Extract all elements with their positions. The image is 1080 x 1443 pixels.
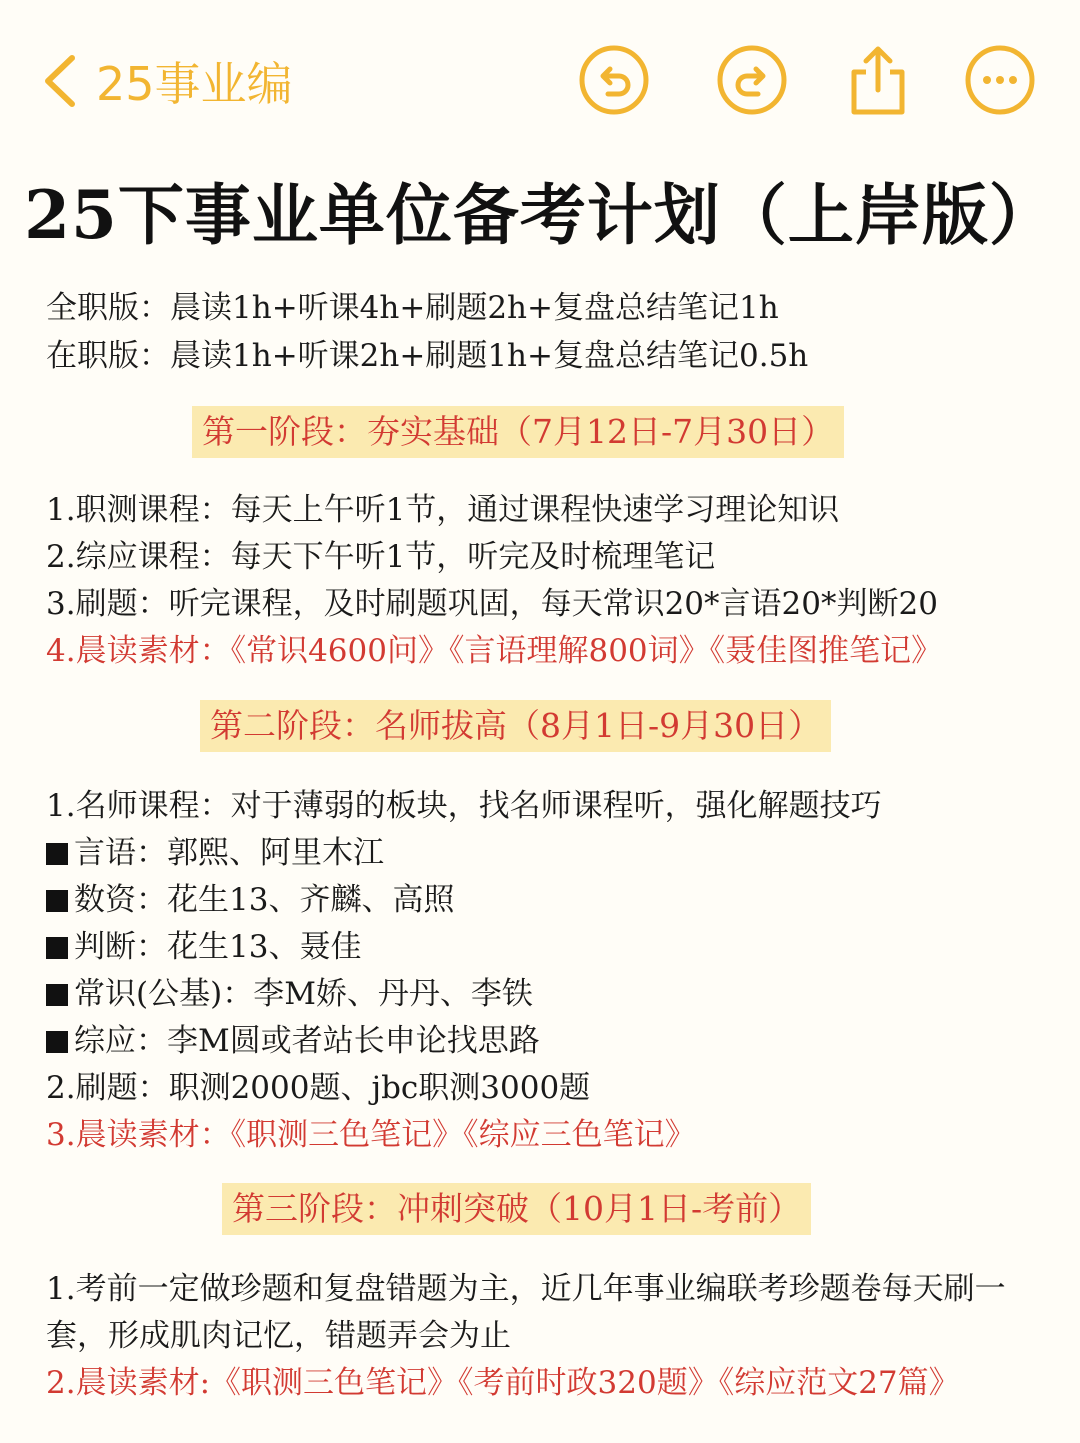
phase2-heading: 第二阶段：名师拔高（8月1日-9月30日） [200,700,831,752]
phase2-item: 1.名师课程：对于薄弱的板块，找名师课程听，强化解题技巧 [46,788,882,824]
full-time-schedule: 全职版：晨读1h+听课4h+刷题2h+复盘总结笔记1h [46,290,779,326]
phase3-heading: 第三阶段：冲刺突破（10月1日-考前） [222,1183,811,1235]
back-label: 25事业编 [96,57,293,111]
phase1-item: 1.职测课程：每天上午听1节，通过课程快速学习理论知识 [46,492,840,528]
share-button[interactable] [842,44,914,116]
phase3-reading-materials: 2.晨读素材:《职测三色笔记》《考前时政320题》《综应范文27篇》 [46,1365,960,1401]
phase2-teacher-row [46,874,454,919]
phase3-item-continued: 套，形成肌肉记忆，错题弄会为止 [46,1318,511,1354]
bullet-square-icon [46,890,68,912]
phase3-item: 1.考前一定做珍题和复盘错题为主，近几年事业编联考珍题卷每天刷一 [46,1271,1006,1307]
in-service-schedule: 在职版：晨读1h+听课2h+刷题1h+复盘总结笔记0.5h [46,338,809,374]
phase1-item: 3.刷题：听完课程，及时刷题巩固，每天常识20*言语20*判断20 [46,586,938,622]
chevron-left-icon [38,52,82,110]
phase1-reading-materials: 4.晨读素材：《常识4600问》《言语理解800词》《聂佳图推笔记》 [46,633,943,669]
bullet-square-icon [46,843,68,865]
phase2-teacher-row [46,921,361,966]
phase1-heading: 第一阶段：夯实基础（7月12日-7月30日） [192,406,844,458]
more-icon [964,44,1036,116]
page-title: 25下事业单位备考计划（上岸版） [24,176,1056,254]
share-icon [842,44,914,116]
redo-button[interactable] [716,44,788,116]
phase2-teacher-text: 判断：花生13、聂佳 [74,929,362,965]
bullet-square-icon [46,1031,68,1053]
top-nav-bar [0,0,1080,160]
phase2-teacher-text: 数资：花生13、齐麟、高照 [74,882,455,918]
phase2-item: 2.刷题：职测2000题、jbc职测3000题 [46,1070,591,1106]
bullet-square-icon [46,984,68,1006]
phase2-teacher-text: 常识(公基)：李M娇、丹丹、李铁 [74,976,533,1012]
phase2-teacher-row [46,968,533,1013]
more-button[interactable] [964,44,1036,116]
undo-icon [578,44,650,116]
phase1-item: 2.综应课程：每天下午听1节，听完及时梳理笔记 [46,539,716,575]
phase2-teacher-text: 言语：郭熙、阿里木江 [74,835,384,871]
back-button[interactable] [38,46,293,116]
undo-button[interactable] [578,44,650,116]
phase2-reading-materials: 3.晨读素材：《职测三色笔记》《综应三色笔记》 [46,1117,696,1153]
phase2-teacher-row [46,827,384,872]
phase2-teacher-row [46,1015,540,1060]
bullet-square-icon [46,937,68,959]
phase2-teacher-text: 综应：李M圆或者站长申论找思路 [74,1023,540,1059]
redo-icon [716,44,788,116]
